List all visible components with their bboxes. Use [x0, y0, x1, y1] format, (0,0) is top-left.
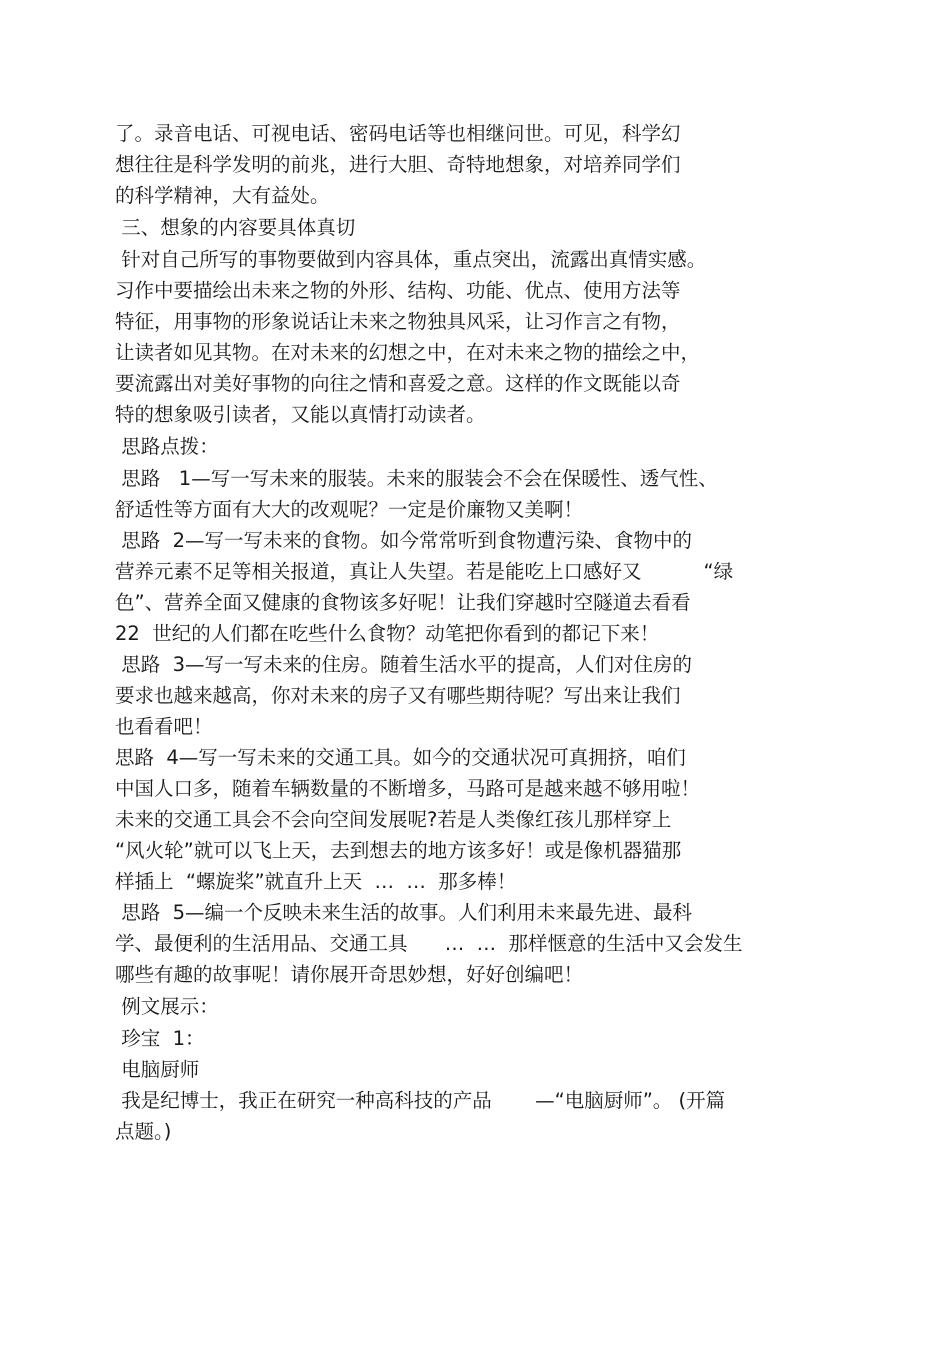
text-line: 样插上 “螺旋桨”就直升上天 … … 那多棒！ [115, 870, 517, 893]
section-heading: 思路点拨： [115, 435, 219, 458]
text-line: 思路 1—写一写未来的服装。未来的服装会不会在保暖性、透气性、 [115, 467, 718, 490]
text-line: 想往往是科学发明的前兆，进行大胆、奇特地想象，对培养同学们 [115, 153, 681, 176]
text-line: 点题。) [115, 1120, 172, 1143]
text-line: 的科学精神，大有益处。 [115, 184, 330, 207]
text-line: 思路 4—写一写未来的交通工具。如今的交通状况可真拥挤，咱们 [115, 746, 686, 769]
text-line: 针对自己所写的事物要做到内容具体，重点突出，流露出真情实感。 [115, 248, 707, 271]
text-line: “风火轮”就可以飞上天，去到想去的地方该多好！或是像机器猫那 [115, 839, 682, 862]
text-line: 中国人口多，随着车辆数量的不断增多，马路可是越来越不够用啦！ [115, 777, 701, 800]
text-line: 思路 2—写一写未来的食物。如今常常听到食物遭污染、食物中的 [115, 529, 693, 552]
text-line: 哪些有趣的故事呢！请你展开奇思妙想，好好创编吧！ [115, 963, 584, 986]
text-line: 思路 3—写一写未来的住房。随着生活水平的提高，人们对住房的 [115, 653, 693, 676]
text-line: 也看看吧！ [115, 715, 213, 738]
text-line: 学、最便利的生活用品、交通工具 … … 那样惬意的生活中又会发生 [115, 932, 743, 955]
text-line: 思路 5—编一个反映未来生活的故事。人们利用未来最先进、最科 [115, 901, 693, 924]
section-heading: 三、想象的内容要具体真切 [115, 216, 356, 239]
text-line: 我是纪博士，我正在研究一种高科技的产品 —“电脑厨师”。 (开篇 [115, 1089, 726, 1112]
section-heading: 例文展示： [115, 995, 219, 1018]
text-line: 要求也越来越高，你对未来的房子又有哪些期待呢？写出来让我们 [115, 684, 681, 707]
text-line: 珍宝 1： [115, 1027, 205, 1050]
text-line: 未来的交通工具会不会向空间发展呢?若是人类像红孩儿那样穿上 [115, 808, 672, 831]
text-line: 特的想象吸引读者，又能以真情打动读者。 [115, 403, 486, 426]
text-line: 舒适性等方面有大大的改观呢？一定是价廉物又美啊！ [115, 498, 584, 521]
text-line: 要流露出对美好事物的向往之情和喜爱之意。这样的作文既能以奇 [115, 372, 681, 395]
document-body [115, 118, 795, 1147]
text-line: 22 世纪的人们都在吃些什么食物？动笔把你看到的都记下来！ [115, 622, 660, 645]
text-line: 让读者如见其物。在对未来的幻想之中，在对未来之物的描绘之中， [115, 341, 701, 364]
text-line: 色”、营养全面又健康的食物该多好呢！让我们穿越时空隧道去看看 [115, 591, 691, 614]
text-line: 营养元素不足等相关报道，真让人失望。若是能吃上口感好又 “绿 [115, 560, 734, 583]
text-line: 习作中要描绘出未来之物的外形、结构、功能、优点、使用方法等 [115, 279, 681, 302]
text-line: 了。录音电话、可视电话、密码电话等也相继问世。可见，科学幻 [115, 122, 681, 145]
essay-title: 电脑厨师 [115, 1058, 200, 1081]
text-line: 特征，用事物的形象说话让未来之物独具风采，让习作言之有物， [115, 310, 681, 333]
